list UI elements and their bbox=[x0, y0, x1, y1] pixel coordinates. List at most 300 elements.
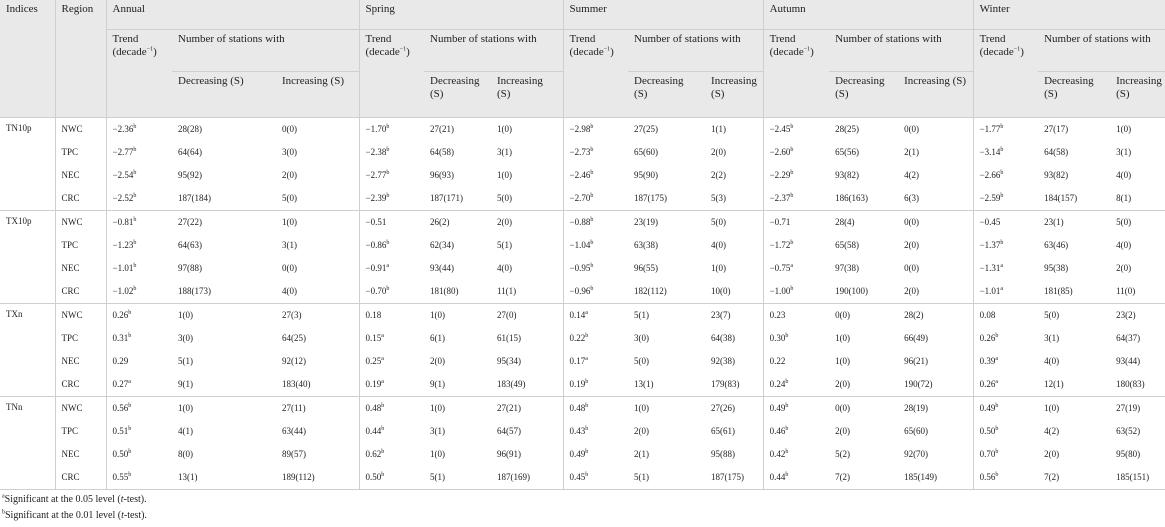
significance-mark: a bbox=[1000, 263, 1004, 269]
cell-decreasing: 2(0) bbox=[1044, 449, 1060, 459]
cell-region: CRC bbox=[55, 280, 106, 304]
cell-decreasing: 182(112) bbox=[628, 280, 705, 304]
significance-mark: b bbox=[785, 449, 789, 455]
cell-increasing: 64(38) bbox=[705, 327, 763, 350]
cell-increasing: 5(0) bbox=[705, 210, 763, 234]
significance-mark: a bbox=[381, 333, 384, 339]
cell-trend bbox=[973, 280, 1038, 304]
significance-mark: b bbox=[128, 310, 132, 316]
cell-decreasing: 7(2) bbox=[1038, 466, 1110, 490]
trend-value: −0.51 bbox=[365, 217, 387, 227]
cell-trend bbox=[563, 327, 628, 350]
cell-trend bbox=[973, 350, 1038, 373]
trend-value: −2.38 bbox=[365, 147, 387, 157]
cell-trend bbox=[973, 164, 1038, 187]
cell-trend bbox=[563, 373, 628, 397]
cell-trend bbox=[563, 443, 628, 466]
cell-increasing: 27(19) bbox=[1116, 403, 1141, 413]
significance-mark: b bbox=[590, 217, 594, 223]
cell-decreasing: 5(2) bbox=[835, 449, 851, 459]
trend-exponent: −1 bbox=[603, 45, 611, 52]
trend-value: 0.26 bbox=[979, 333, 996, 343]
trend-label: Trend (decade bbox=[569, 32, 604, 58]
cell-decreasing: 2(1) bbox=[634, 449, 650, 459]
cell-trend bbox=[763, 396, 829, 420]
cell-decreasing: 63(38) bbox=[634, 240, 659, 250]
trend-label: Trend (decade bbox=[979, 32, 1014, 58]
cell-decreasing: 27(25) bbox=[634, 124, 659, 134]
header-increasing-spring: Increasing (S) bbox=[491, 71, 563, 117]
significance-mark: b bbox=[1000, 124, 1004, 130]
cell-decreasing: 95(92) bbox=[178, 170, 202, 180]
cell-increasing: 4(0) bbox=[705, 234, 763, 257]
trend-value: 0.56 bbox=[979, 472, 996, 482]
trend-value: −0.75 bbox=[769, 263, 791, 273]
table-row bbox=[0, 420, 1165, 443]
trend-value: −1.00 bbox=[769, 286, 791, 296]
cell-decreasing: 184(157) bbox=[1038, 187, 1110, 211]
cell-increasing: 0(0) bbox=[276, 117, 359, 141]
trend-value: −2.37 bbox=[769, 193, 791, 203]
cell-decreasing: 187(171) bbox=[424, 187, 491, 211]
footnote-b-test: -test). bbox=[123, 509, 147, 521]
cell-trend bbox=[763, 466, 829, 490]
cell-trend bbox=[106, 141, 172, 164]
trend-label: Trend (decade bbox=[769, 32, 804, 58]
significance-mark: b bbox=[386, 240, 390, 246]
significance-mark: b bbox=[381, 472, 385, 478]
cell-decreasing: 9(1) bbox=[172, 373, 276, 397]
significance-mark: b bbox=[790, 170, 794, 176]
cell-decreasing: 93(44) bbox=[430, 263, 455, 273]
header-indices: Indices bbox=[0, 0, 55, 117]
cell-trend bbox=[359, 466, 424, 490]
significance-mark: b bbox=[590, 170, 594, 176]
cell-trend bbox=[563, 210, 628, 234]
cell-decreasing: 28(25) bbox=[835, 124, 860, 134]
cell-increasing: 3(1) bbox=[1116, 147, 1132, 157]
cell-trend bbox=[973, 141, 1038, 164]
cell-decreasing: 7(2) bbox=[829, 466, 898, 490]
trend-value: 0.27 bbox=[112, 379, 129, 389]
cell-trend bbox=[973, 210, 1038, 234]
trend-value: 0.39 bbox=[979, 356, 996, 366]
footnote-a bbox=[2, 492, 1145, 508]
header-trend-autumn bbox=[763, 29, 829, 117]
cell-trend bbox=[763, 420, 829, 443]
significance-mark: b bbox=[785, 403, 789, 409]
cell-trend bbox=[563, 187, 628, 211]
cell-decreasing: 27(17) bbox=[1044, 124, 1069, 134]
header-stations-summer: Number of stations with bbox=[628, 29, 763, 71]
footnote-a-mark: a bbox=[2, 493, 5, 500]
table-row bbox=[0, 210, 1165, 234]
cell-decreasing: 3(1) bbox=[430, 426, 446, 436]
cell-trend bbox=[763, 234, 829, 257]
cell-trend bbox=[763, 187, 829, 211]
trend-value: 0.55 bbox=[112, 472, 129, 482]
significance-mark: b bbox=[386, 193, 390, 199]
cell-trend bbox=[359, 420, 424, 443]
trend-value: −2.54 bbox=[112, 170, 134, 180]
cell-decreasing: 65(60) bbox=[634, 147, 659, 157]
cell-increasing: 4(0) bbox=[1116, 240, 1132, 250]
cell-trend bbox=[763, 141, 829, 164]
significance-mark: b bbox=[386, 124, 390, 130]
cell-decreasing: 2(0) bbox=[634, 426, 650, 436]
trend-exponent: −1 bbox=[1013, 45, 1021, 52]
cell-trend bbox=[359, 327, 424, 350]
trend-value: −1.31 bbox=[979, 263, 1001, 273]
cell-trend bbox=[563, 117, 628, 141]
trend-value: −0.88 bbox=[569, 217, 591, 227]
cell-decreasing: 13(1) bbox=[628, 373, 705, 397]
cell-region: NEC bbox=[55, 350, 106, 373]
trend-value: −0.96 bbox=[569, 286, 591, 296]
cell-decreasing: 187(175) bbox=[628, 187, 705, 211]
trend-value: 0.24 bbox=[769, 379, 786, 389]
significance-mark: b bbox=[995, 333, 999, 339]
cell-increasing: 1(0) bbox=[491, 117, 563, 141]
cell-region: CRC bbox=[55, 373, 106, 397]
significance-mark: b bbox=[128, 333, 132, 339]
cell-decreasing: 3(1) bbox=[1044, 333, 1060, 343]
cell-trend bbox=[359, 350, 424, 373]
cell-increasing: 64(25) bbox=[276, 327, 359, 350]
trend-value: 0.14 bbox=[569, 310, 586, 320]
cell-region: TPC bbox=[55, 141, 106, 164]
cell-decreasing: 23(19) bbox=[634, 217, 659, 227]
cell-decreasing: 8(0) bbox=[178, 449, 193, 459]
cell-decreasing: 96(93) bbox=[430, 170, 455, 180]
trend-value: 0.49 bbox=[569, 449, 586, 459]
cell-trend bbox=[106, 257, 172, 280]
significance-mark: b bbox=[133, 170, 137, 176]
trend-value: 0.08 bbox=[979, 310, 996, 320]
cell-region: NWC bbox=[55, 396, 106, 420]
trend-value: 0.48 bbox=[569, 403, 586, 413]
cell-increasing: 2(0) bbox=[276, 164, 359, 187]
significance-mark: b bbox=[590, 286, 594, 292]
trend-value: −2.46 bbox=[569, 170, 591, 180]
trend-value: 0.15 bbox=[365, 333, 382, 343]
cell-increasing: 183(49) bbox=[491, 373, 563, 397]
cell-increasing: 2(0) bbox=[705, 141, 763, 164]
trend-value: 0.26 bbox=[112, 310, 129, 320]
cell-trend bbox=[973, 466, 1038, 490]
cell-trend bbox=[359, 443, 424, 466]
cell-decreasing: 12(1) bbox=[1038, 373, 1110, 397]
table-row bbox=[0, 257, 1165, 280]
cell-trend bbox=[106, 396, 172, 420]
table-row bbox=[0, 234, 1165, 257]
trend-value: −2.73 bbox=[569, 147, 591, 157]
cell-decreasing: 1(0) bbox=[178, 310, 193, 320]
cell-trend bbox=[973, 396, 1038, 420]
significance-mark: b bbox=[386, 286, 390, 292]
table-row bbox=[0, 117, 1165, 141]
cell-increasing: 27(0) bbox=[491, 303, 563, 327]
trend-value: −1.23 bbox=[112, 240, 134, 250]
cell-increasing: 64(57) bbox=[491, 420, 563, 443]
header-season-summer: Summer bbox=[563, 0, 763, 29]
cell-region: CRC bbox=[55, 466, 106, 490]
trend-value: 0.30 bbox=[769, 333, 786, 343]
trend-value: 0.19 bbox=[365, 379, 382, 389]
significance-mark: b bbox=[386, 170, 390, 176]
table-row bbox=[0, 466, 1165, 490]
cell-trend bbox=[563, 303, 628, 327]
significance-mark: b bbox=[790, 286, 794, 292]
header-stations-spring: Number of stations with bbox=[424, 29, 563, 71]
cell-decreasing: 6(1) bbox=[430, 333, 446, 343]
cell-increasing: 92(70) bbox=[898, 443, 973, 466]
significance-mark: a bbox=[585, 356, 588, 362]
cell-increasing: 27(3) bbox=[276, 303, 359, 327]
significance-mark: b bbox=[785, 426, 789, 432]
cell-decreasing: 5(0) bbox=[634, 356, 650, 366]
header-stations-winter: Number of stations with bbox=[1038, 29, 1165, 71]
header-decreasing-winter: Decreasing (S) bbox=[1038, 71, 1110, 117]
cell-increasing: 0(0) bbox=[898, 117, 973, 141]
cell-increasing: 96(91) bbox=[491, 443, 563, 466]
footnotes bbox=[0, 490, 1145, 524]
significance-mark: b bbox=[590, 240, 594, 246]
trend-value: −2.45 bbox=[769, 124, 791, 134]
cell-increasing: 0(0) bbox=[898, 210, 973, 234]
cell-trend bbox=[106, 164, 172, 187]
cell-decreasing: 93(82) bbox=[1044, 170, 1069, 180]
footnote-b-t: t bbox=[121, 509, 124, 521]
cell-trend bbox=[763, 443, 829, 466]
cell-region: CRC bbox=[55, 187, 106, 211]
table-row bbox=[0, 350, 1165, 373]
cell-increasing: 93(44) bbox=[1116, 356, 1141, 366]
cell-increasing: 5(0) bbox=[276, 187, 359, 211]
cell-trend bbox=[563, 350, 628, 373]
cell-decreasing: 3(0) bbox=[178, 333, 193, 343]
cell-increasing: 2(1) bbox=[898, 141, 973, 164]
cell-trend bbox=[763, 210, 829, 234]
cell-decreasing: 1(0) bbox=[430, 310, 446, 320]
significance-mark: b bbox=[785, 333, 789, 339]
header-season-annual: Annual bbox=[106, 0, 359, 29]
significance-mark: b bbox=[790, 193, 794, 199]
cell-trend bbox=[973, 443, 1038, 466]
trend-value: 0.17 bbox=[569, 356, 586, 366]
header-stations-annual: Number of stations with bbox=[172, 29, 359, 71]
trend-value: −2.70 bbox=[569, 193, 591, 203]
cell-decreasing: 2(0) bbox=[829, 373, 898, 397]
cell-trend bbox=[763, 257, 829, 280]
cell-trend bbox=[359, 117, 424, 141]
cell-decreasing: 26(2) bbox=[430, 217, 450, 227]
significance-mark: b bbox=[995, 403, 999, 409]
cell-decreasing: 0(0) bbox=[835, 310, 851, 320]
cell-decreasing: 181(85) bbox=[1038, 280, 1110, 304]
cell-increasing: 92(12) bbox=[276, 350, 359, 373]
trend-value: 0.56 bbox=[112, 403, 129, 413]
trend-value: 0.19 bbox=[569, 379, 586, 389]
trend-value: 0.46 bbox=[769, 426, 786, 436]
header-trend-summer bbox=[563, 29, 628, 117]
cell-increasing: 27(21) bbox=[491, 396, 563, 420]
trend-value: −0.95 bbox=[569, 263, 591, 273]
cell-increasing: 2(0) bbox=[491, 210, 563, 234]
cell-trend bbox=[106, 303, 172, 327]
cell-increasing: 11(1) bbox=[491, 280, 563, 304]
cell-trend bbox=[563, 466, 628, 490]
cell-increasing: 3(1) bbox=[276, 234, 359, 257]
trend-value: 0.22 bbox=[769, 356, 786, 366]
footnote-b bbox=[2, 508, 1145, 524]
cell-increasing: 64(37) bbox=[1116, 333, 1141, 343]
significance-mark: b bbox=[585, 379, 589, 385]
significance-mark: a bbox=[386, 263, 390, 269]
trend-exponent: −1 bbox=[399, 45, 407, 52]
trend-value: −2.77 bbox=[112, 147, 134, 157]
header-region: Region bbox=[55, 0, 106, 117]
cell-trend bbox=[763, 373, 829, 397]
cell-increasing: 190(72) bbox=[898, 373, 973, 397]
cell-decreasing: 187(184) bbox=[172, 187, 276, 211]
cell-trend bbox=[106, 187, 172, 211]
trend-value: 0.44 bbox=[769, 472, 786, 482]
trend-value: −2.77 bbox=[365, 170, 387, 180]
trend-value: −1.72 bbox=[769, 240, 791, 250]
footnote-a-t: t bbox=[120, 493, 124, 505]
cell-increasing: 63(52) bbox=[1116, 426, 1141, 436]
significance-mark: a bbox=[790, 263, 794, 269]
cell-trend bbox=[563, 141, 628, 164]
cell-increasing: 10(0) bbox=[705, 280, 763, 304]
cell-decreasing: 1(0) bbox=[430, 449, 446, 459]
cell-increasing: 1(0) bbox=[705, 257, 763, 280]
significance-mark: b bbox=[590, 124, 594, 130]
cell-trend bbox=[106, 420, 172, 443]
significance-mark: b bbox=[381, 449, 385, 455]
significance-mark: b bbox=[585, 472, 589, 478]
trend-value: −1.04 bbox=[569, 240, 591, 250]
trend-value: 0.51 bbox=[112, 426, 129, 436]
cell-trend bbox=[763, 117, 829, 141]
trend-value: −2.29 bbox=[769, 170, 791, 180]
cell-trend bbox=[359, 187, 424, 211]
cell-decreasing: 1(0) bbox=[1044, 403, 1060, 413]
footnote-a-test: -test). bbox=[123, 493, 147, 505]
cell-decreasing: 181(80) bbox=[424, 280, 491, 304]
cell-trend bbox=[763, 303, 829, 327]
significance-mark: b bbox=[133, 240, 137, 246]
cell-decreasing: 95(38) bbox=[1044, 263, 1069, 273]
cell-decreasing: 3(0) bbox=[634, 333, 650, 343]
cell-increasing: 6(3) bbox=[898, 187, 973, 211]
cell-increasing: 65(60) bbox=[898, 420, 973, 443]
trend-exponent: −1 bbox=[146, 45, 154, 52]
cell-trend bbox=[106, 234, 172, 257]
cell-decreasing: 5(1) bbox=[628, 466, 705, 490]
significance-mark: a bbox=[381, 379, 384, 385]
cell-increasing: 66(49) bbox=[898, 327, 973, 350]
cell-increasing: 0(0) bbox=[276, 257, 359, 280]
cell-increasing: 23(7) bbox=[705, 303, 763, 327]
table-row bbox=[0, 373, 1165, 397]
cell-trend bbox=[359, 164, 424, 187]
significance-mark: b bbox=[1000, 170, 1004, 176]
cell-region: TPC bbox=[55, 234, 106, 257]
cell-decreasing: 28(28) bbox=[178, 124, 202, 134]
header-trend-spring bbox=[359, 29, 424, 117]
cell-decreasing: 0(0) bbox=[835, 403, 851, 413]
cell-index: TXn bbox=[0, 303, 55, 396]
trend-value: −2.36 bbox=[112, 124, 134, 134]
trend-value: 0.45 bbox=[569, 472, 586, 482]
significance-mark: b bbox=[790, 240, 794, 246]
table-row bbox=[0, 187, 1165, 211]
trend-value: 0.26 bbox=[979, 379, 996, 389]
cell-increasing: 2(0) bbox=[898, 234, 973, 257]
cell-decreasing: 95(90) bbox=[634, 170, 659, 180]
cell-region: NEC bbox=[55, 164, 106, 187]
significance-mark: b bbox=[128, 403, 132, 409]
cell-increasing: 3(0) bbox=[276, 141, 359, 164]
cell-increasing: 185(149) bbox=[898, 466, 973, 490]
trend-value: 0.50 bbox=[365, 472, 382, 482]
header-decreasing-summer: Decreasing (S) bbox=[628, 71, 705, 117]
cell-trend bbox=[359, 396, 424, 420]
trend-value: −1.01 bbox=[112, 263, 134, 273]
cell-decreasing: 64(58) bbox=[430, 147, 455, 157]
cell-trend bbox=[106, 443, 172, 466]
cell-index: TN10p bbox=[0, 117, 55, 210]
cell-decreasing: 64(64) bbox=[178, 147, 202, 157]
header-decreasing-annual: Decreasing (S) bbox=[172, 71, 276, 117]
cell-increasing: 27(26) bbox=[705, 396, 763, 420]
significance-mark: a bbox=[585, 310, 588, 316]
trend-value: 0.29 bbox=[112, 356, 129, 366]
trend-value: −2.66 bbox=[979, 170, 1001, 180]
significance-mark: b bbox=[128, 472, 132, 478]
significance-mark: b bbox=[133, 124, 137, 130]
cell-decreasing: 9(1) bbox=[424, 373, 491, 397]
cell-increasing: 0(0) bbox=[898, 257, 973, 280]
cell-trend bbox=[973, 257, 1038, 280]
table-row bbox=[0, 327, 1165, 350]
cell-index: TX10p bbox=[0, 210, 55, 303]
trend-value: −2.52 bbox=[112, 193, 134, 203]
trend-value: 0.62 bbox=[365, 449, 382, 459]
cell-decreasing: 65(58) bbox=[835, 240, 860, 250]
cell-decreasing: 1(0) bbox=[634, 403, 650, 413]
cell-decreasing: 4(0) bbox=[1044, 356, 1060, 366]
cell-increasing: 5(1) bbox=[491, 234, 563, 257]
cell-increasing: 28(19) bbox=[898, 396, 973, 420]
cell-decreasing: 64(63) bbox=[178, 240, 202, 250]
cell-decreasing: 5(1) bbox=[634, 310, 650, 320]
significance-mark: b bbox=[1000, 193, 1004, 199]
cell-increasing: 89(57) bbox=[276, 443, 359, 466]
header-decreasing-spring: Decreasing (S) bbox=[424, 71, 491, 117]
significance-mark: b bbox=[585, 426, 589, 432]
significance-mark: b bbox=[133, 263, 137, 269]
table-row bbox=[0, 280, 1165, 304]
cell-trend bbox=[106, 350, 172, 373]
header-stations-autumn: Number of stations with bbox=[829, 29, 973, 71]
cell-increasing: 27(11) bbox=[276, 396, 359, 420]
table-row bbox=[0, 443, 1165, 466]
cell-trend bbox=[763, 280, 829, 304]
cell-trend bbox=[359, 373, 424, 397]
